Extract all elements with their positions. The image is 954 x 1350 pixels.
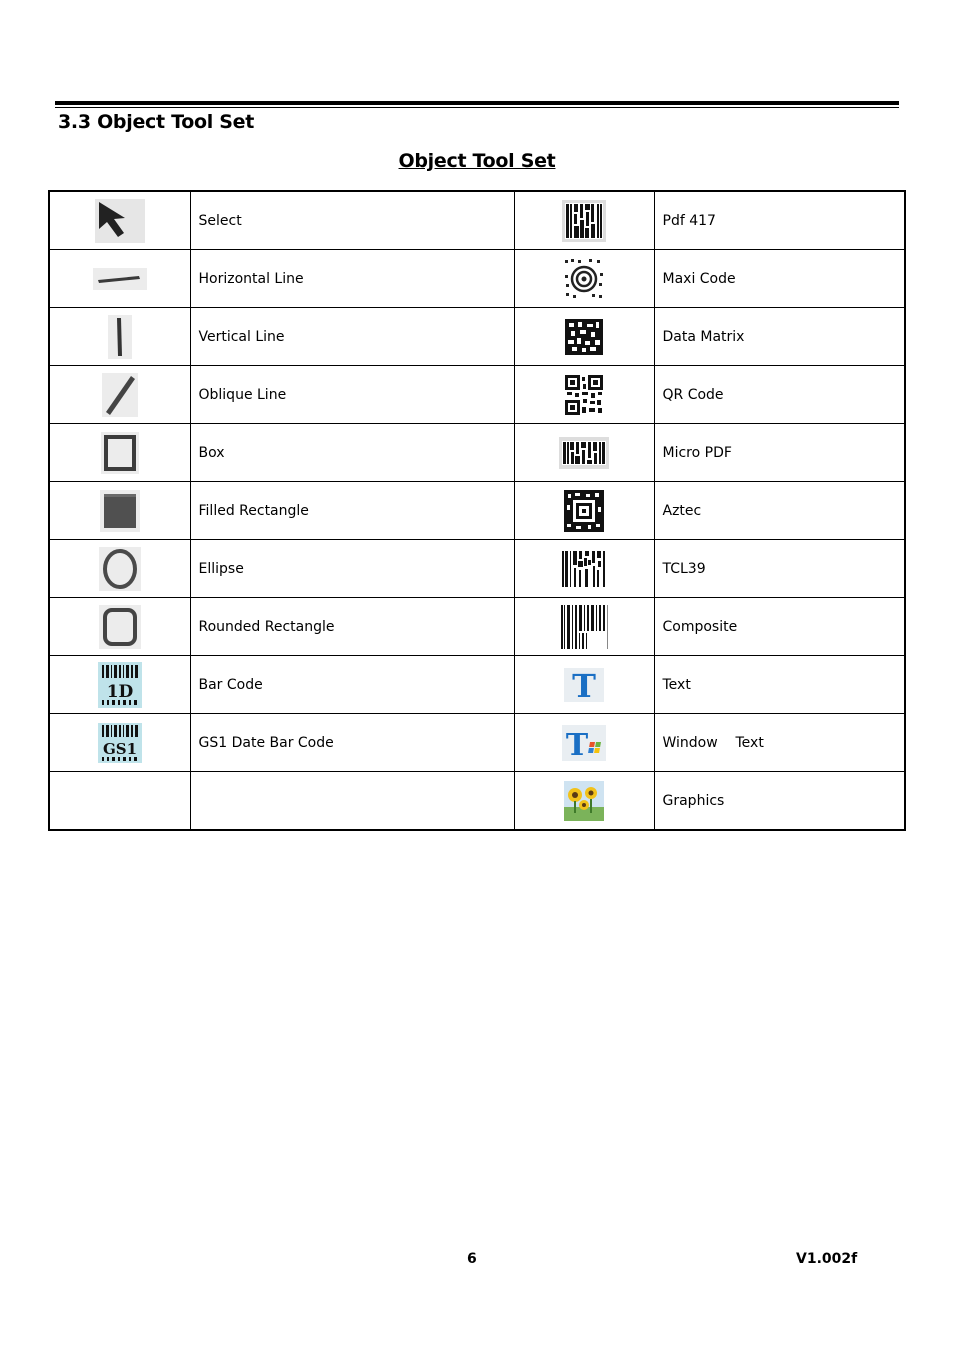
- empty-cell: [49, 772, 190, 831]
- table-title: Object Tool Set: [398, 150, 556, 172]
- table-row: [49, 308, 905, 366]
- tool-label: Micro PDF: [654, 424, 905, 482]
- window-text-icon-glyph: T: [565, 727, 589, 761]
- tool-label: Box: [190, 424, 514, 482]
- table-row: [49, 714, 905, 772]
- aztec-icon: [562, 487, 606, 535]
- tool-label: Maxi Code: [654, 250, 905, 308]
- section-heading: 3.3 Object Tool Set: [58, 111, 255, 133]
- oblique-line-icon: [102, 373, 138, 417]
- table-row: [49, 250, 905, 308]
- tool-label: Text: [654, 656, 905, 714]
- table-row: [49, 482, 905, 540]
- horizontal-line-icon: [93, 268, 147, 290]
- tool-label: Pdf 417: [654, 191, 905, 250]
- composite-icon: [559, 603, 609, 651]
- pdf417-icon: [562, 200, 606, 242]
- header-rule-thick: [55, 101, 899, 105]
- tool-label: Oblique Line: [190, 366, 514, 424]
- barcode-gs1-icon: [98, 723, 142, 763]
- tool-label: Vertical Line: [190, 308, 514, 366]
- tool-label: Ellipse: [190, 540, 514, 598]
- text-icon: [564, 668, 604, 702]
- maxicode-icon: [563, 257, 605, 301]
- qr-code-icon: [563, 373, 605, 417]
- table-row: [49, 191, 905, 250]
- table-row: [49, 366, 905, 424]
- tool-label: Data Matrix: [654, 308, 905, 366]
- tcl39-icon: [560, 548, 608, 590]
- tool-label: Filled Rectangle: [190, 482, 514, 540]
- filled-rectangle-icon: [100, 490, 140, 532]
- barcode-gs1-icon-text: GS1: [102, 739, 137, 758]
- tool-label: Graphics: [654, 772, 905, 831]
- header-rule-thin: [55, 107, 899, 108]
- select-arrow-icon: [95, 199, 145, 243]
- object-tool-table: [48, 190, 906, 831]
- tool-label: Horizontal Line: [190, 250, 514, 308]
- tool-label: GS1 Date Bar Code: [190, 714, 514, 772]
- page-number: 6: [467, 1251, 477, 1267]
- text-icon-glyph: T: [572, 667, 596, 702]
- micro-pdf-icon: [559, 437, 609, 469]
- tool-label: Select: [190, 191, 514, 250]
- ellipse-icon: [99, 547, 141, 591]
- barcode-1d-icon: [98, 662, 142, 708]
- table-row: [49, 598, 905, 656]
- rounded-rectangle-icon: [99, 605, 141, 649]
- vertical-line-icon: [108, 315, 132, 359]
- data-matrix-icon: [562, 316, 606, 358]
- window-text-icon: [562, 725, 606, 761]
- document-version: V1.002f: [796, 1251, 858, 1267]
- tool-label: Bar Code: [190, 656, 514, 714]
- table-row: [49, 424, 905, 482]
- graphics-icon: [564, 781, 604, 821]
- tool-label: Window Text: [654, 714, 905, 772]
- tool-label: Rounded Rectangle: [190, 598, 514, 656]
- tool-label: Composite: [654, 598, 905, 656]
- box-icon: [101, 432, 139, 474]
- table-row: [49, 772, 905, 831]
- table-row: [49, 656, 905, 714]
- tool-label: TCL39: [654, 540, 905, 598]
- tool-label: Aztec: [654, 482, 905, 540]
- tool-label: QR Code: [654, 366, 905, 424]
- empty-cell: [190, 772, 514, 831]
- barcode-1d-icon-text: 1D: [106, 681, 134, 702]
- table-row: [49, 540, 905, 598]
